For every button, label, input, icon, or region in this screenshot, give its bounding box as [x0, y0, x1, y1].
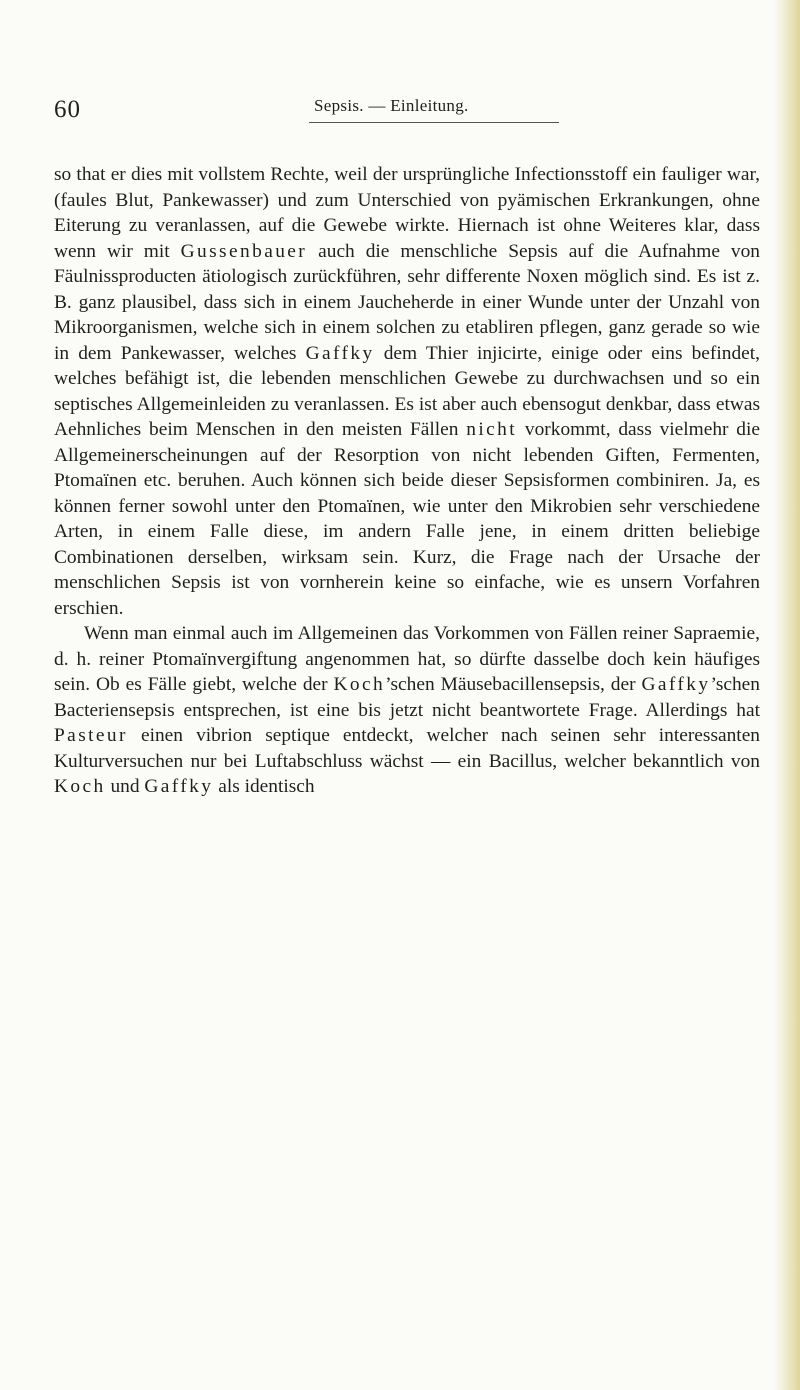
author-name: Koch — [54, 776, 106, 797]
page-header — [54, 94, 736, 128]
author-name: Gaffky — [305, 342, 375, 364]
author-name: Koch — [333, 674, 386, 695]
text-run: ’schen Bacteriensepsis entsprechen, ist eine bis jetzt nicht beantwortete Frage. Allerdings hat — [54, 674, 760, 721]
author-name: Pasteur — [54, 725, 128, 746]
text-run: vorkommt, dass vielmehr die Allgemeinerscheinungen auf der Resorption von nicht lebenden Giften, Fermenten, Ptomaïnen etc. beruhen. Auch können sich beide dieser Sepsisformen combiniren. Ja, es können ferner sowohl unter den Ptomaïnen, wie unter den Mikrobien sehr verschiedene Arten, in einem Falle diese, im andern Falle jene, in einem dritten beliebige Combinationen derselben, wirksam sein. Kurz, die Frage nach der Ursache der menschlichen Sepsis ist von vornherein keine so einfache, wie es unsern Vorfahren erschien. — [54, 419, 760, 619]
author-name: nicht — [466, 419, 518, 440]
author-name: Gussenbauer — [180, 240, 308, 262]
text-run: auch die menschliche Sepsis auf die Aufnahme von Fäulnissproducten ätiologisch zurückführen, sehr differente Noxen möglich sind. Es ist z. B. ganz plausibel, dass sich in einem Jaucheherde in einer Wunde unter der Unzahl von Mikroorganismen, welche sich in einem solchen zu etabliren pflegen, ganz gerade so wie in dem Pankewasser, welches — [54, 240, 760, 364]
text-run: als identisch — [213, 776, 315, 797]
text-run: so that er dies mit vollstem Rechte, weil der ursprüngliche Infectionsstoff ein fauliger war, (faules Blut, Pankewasser) und zum Unterschied von pyämischen Erkrankungen, ohne Eiterung zu veranlassen, auf die Gewebe wirkte. Hiernach ist ohne Weiteres klar, dass wenn wir mit — [54, 164, 760, 262]
paragraph-2 — [54, 621, 760, 800]
paragraph-1 — [54, 162, 760, 621]
text-run: Wenn man einmal auch im Allgemeinen das Vorkommen von Fällen reiner Sapraemie, d. h. reiner Ptomaïnvergiftung angenommen hat, so dürfte dasselbe doch kein häufiges sein. Ob es Fälle giebt, welche der — [54, 623, 760, 695]
author-name: Gaffky — [641, 674, 711, 695]
text-run: dem Thier injicirte, einige oder eins befindet, welches befähigt ist, die lebenden menschlichen Gewebe zu durchwachsen und so ein septisches Allgemeinleiden zu veranlassen. Es ist aber auch ebensogut denkbar, dass etwas Aehnliches beim Menschen in den meisten Fällen — [54, 342, 760, 440]
text-run: einen vibrion septique entdeckt, welcher nach seinen sehr interessanten Kulturversuchen nur bei Luftabschluss wächst — ein Bacillus, welcher bekanntlich von — [54, 725, 760, 772]
author-name: Gaffky — [144, 776, 214, 797]
body-text — [54, 162, 760, 800]
text-run: und — [105, 776, 145, 797]
page-edge-shading — [774, 0, 800, 1390]
header-rule — [309, 122, 559, 123]
text-run: ’schen Mäusebacillensepsis, der — [385, 674, 642, 695]
page-number: 60 — [54, 96, 81, 123]
running-head: Sepsis. — Einleitung. — [314, 96, 469, 115]
